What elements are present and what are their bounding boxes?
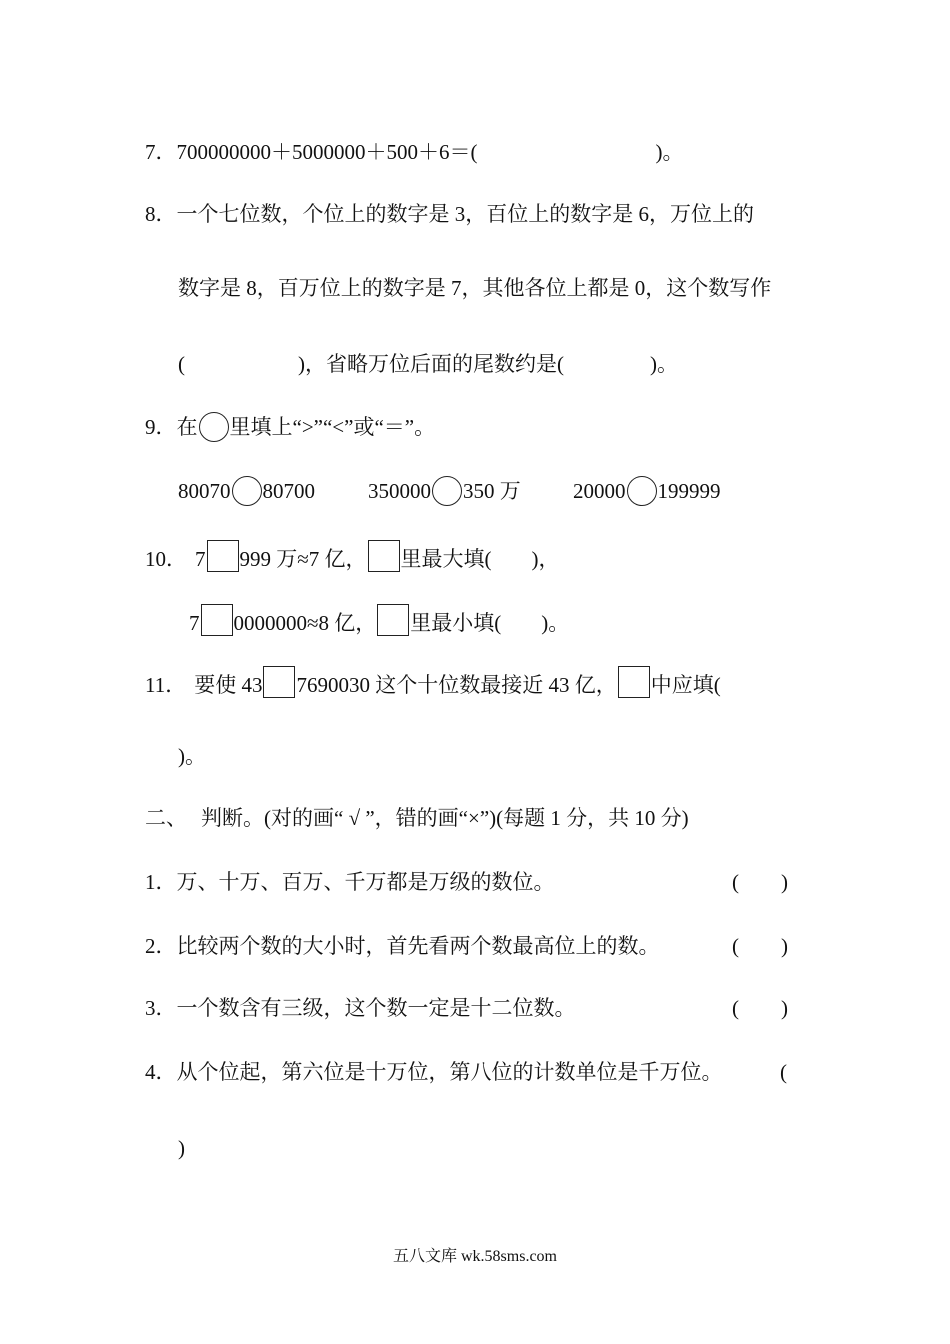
question-text: 比较两个数的大小时，首先看两个数最高位上的数。 [176,934,660,958]
circle-blank-icon [232,476,262,506]
judge-question-2 [145,932,660,960]
judge-question-4 [145,1058,723,1086]
question-text: 一个数含有三级，这个数一定是十二位数。 [176,996,576,1020]
circle-blank-icon [627,476,657,506]
question-text: 数字是 8，百万位上的数字是 7，其他各位上都是 0，这个数写作 [178,276,772,300]
question-number: 3． [145,996,177,1020]
question-number: 9． [145,415,177,439]
answer-close: )。 [541,611,570,635]
judge-question-1 [145,868,555,896]
question-text: 0000000≈8 亿， [233,611,377,635]
answer-close: )， [531,547,560,571]
answer-open: ( [178,352,185,376]
question-text: 999 万≈7 亿， [239,547,367,571]
question-text: 7 [195,547,206,571]
circle-blank-icon [199,412,229,442]
question-text: 里最大填( [400,547,492,571]
question-text: 7690030 这个十位数最接近 43 亿， [296,673,617,697]
compare-right-value: 199999 [657,479,721,503]
question-text: 里填上“>”“<”或“＝”。 [229,415,436,439]
comparison-item-3 [573,476,721,506]
question-text: 要使 43 [194,673,263,697]
square-blank-icon [618,666,650,698]
question-8-line-3 [178,350,678,378]
judge-question-3 [145,994,576,1022]
section-title: 判断。(对的画“ √ ”，错的画“×”)(每题 1 分，共 10 分) [201,806,689,830]
square-blank-icon [368,540,400,572]
answer-paren: ( ) [732,870,788,894]
question-11-line-1 [145,666,721,699]
answer-paren-close: ) [178,1136,185,1160]
question-text: )，省略万位后面的尾数约是( [298,352,564,376]
square-blank-icon [207,540,239,572]
answer-close: )。 [178,744,206,768]
compare-right-value: 350 万 [463,479,521,503]
question-number: 7． [145,140,177,164]
question-number: 8． [145,202,177,226]
question-number: 11． [145,673,187,697]
square-blank-icon [377,604,409,636]
question-text: 中应填( [650,673,721,697]
question-text: 从个位起，第六位是十万位，第八位的计数单位是千万位。 [176,1060,723,1084]
compare-left-value: 20000 [573,479,626,503]
question-7 [145,138,684,166]
answer-close: )。 [655,140,684,164]
question-text: 万、十万、百万、千万都是万级的数位。 [176,870,555,894]
question-number: 10． [145,547,187,571]
compare-left-value: 80070 [178,479,231,503]
footer-watermark: 五八文库 wk.58sms.com [392,1248,557,1265]
question-text: 7 [189,611,200,635]
question-text: 一个七位数，个位上的数字是 3，百位上的数字是 6，万位上的 [176,202,754,226]
square-blank-icon [263,666,295,698]
question-11-line-2 [178,742,206,770]
answer-paren-open: ( [780,1060,787,1084]
question-8-line-2 [178,274,771,302]
question-number: 4． [145,1060,177,1084]
comparison-item-1 [178,476,315,506]
question-expression: 700000000＋5000000＋500＋6＝( [176,140,478,164]
question-10-line-1 [145,540,560,573]
square-blank-icon [201,604,233,636]
question-8-line-1 [145,200,754,228]
question-10-line-2 [189,604,569,637]
circle-blank-icon [432,476,462,506]
comparison-item-2 [368,476,521,506]
compare-right-value: 80700 [262,479,315,503]
compare-left-value: 350000 [368,479,431,503]
answer-paren: ( ) [732,996,788,1020]
question-9 [145,412,435,442]
question-text: 里最小填( [410,611,502,635]
section-number: 二、 [145,806,187,830]
answer-close: )。 [650,352,678,376]
question-number: 1． [145,870,177,894]
section-2-heading [145,804,689,832]
question-number: 2． [145,934,177,958]
answer-paren: ( ) [732,934,788,958]
question-text: 在 [176,415,198,439]
